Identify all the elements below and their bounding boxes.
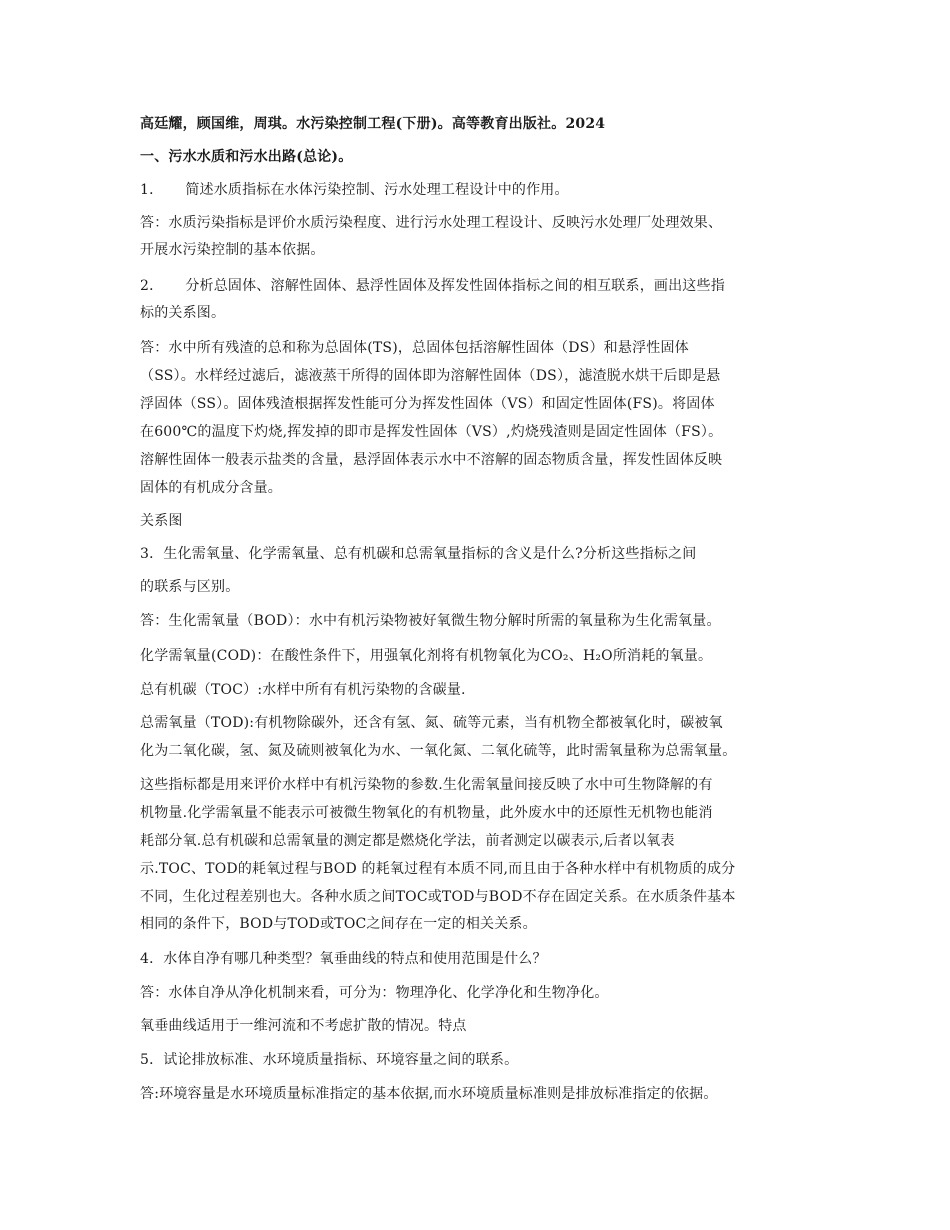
question-text: 分析总固体、溶解性固体、悬浮性固体及挥发性固体指标之间的相互联系，画出这些指: [185, 278, 725, 294]
question-3: 3．生化需氧量、化学需氧量、总有机碳和总需氧量指标的含义是什么?分析这些指标之间: [140, 546, 697, 562]
answer-line: 浮固体（SS）。固体残渣根据挥发性能可分为挥发性固体（VS）和固定性固体(FS)。将固体: [140, 396, 715, 412]
answer-line: 相同的条件下，BOD与TOD或TOC之间存在一定的相关关系。: [140, 916, 537, 932]
question-text: 简述水质指标在水体污染控制、污水处理工程设计中的作用。: [185, 182, 569, 198]
answer-line: 机物量.化学需氧量不能表示可被微生物氧化的有机物量，此外废水中的还原性无机物也能消: [140, 805, 713, 821]
answer-line: 在600℃的温度下灼烧,挥发掉的即市是挥发性固体（VS）,灼烧残渣则是固定性固体（FS）。: [140, 424, 723, 440]
question-2: [140, 278, 725, 294]
section-heading: 一、污水水质和污水出路(总论)。: [140, 149, 353, 165]
answer-line: 示.TOC、TOD的耗氧过程与BOD 的耗氧过程有本质不同,而且由于各种水样中有机物质的成分: [140, 861, 736, 877]
answer-line: 总需氧量（TOD):有机物除碳外，还含有氢、氮、硫等元素，当有机物全都被氧化时，碳被氧: [140, 715, 723, 731]
answer-line: 答：生化需氧量（BOD）：水中有机污染物被好氧微生物分解时所需的氧量称为生化需氧量。: [140, 613, 721, 629]
question-5: 5．试论排放标准、水环境质量指标、环境容量之间的联系。: [140, 1052, 519, 1068]
answer-line: 氧垂曲线适用于一维河流和不考虑扩散的情况。特点: [140, 1018, 467, 1034]
question-4: 4．水体自净有哪几种类型？氧垂曲线的特点和使用范围是什么？: [140, 951, 547, 967]
answer-line: 答：水中所有残渣的总和称为总固体(TS)，总固体包括溶解性固体（DS）和悬浮性固体: [140, 340, 689, 356]
answer-line: 化学需氧量(COD)：在酸性条件下，用强氧化剂将有机物氧化为CO₂、H₂O所消耗的氧量。: [140, 648, 713, 664]
figure-caption: 关系图: [140, 513, 183, 529]
answer-line: 开展水污染控制的基本依据。: [140, 242, 325, 258]
answer-line: 这些指标都是用来评价水样中有机污染物的参数.生化需氧量间接反映了水中可生物降解的有: [140, 777, 713, 793]
citation-line: 高廷耀，顾国维，周琪。水污染控制工程(下册)。高等教育出版社。2024: [140, 116, 606, 132]
answer-line: 答:环境容量是水环境质量标准指定的基本依据,而水环境质量标准则是排放标准指定的依据。: [140, 1086, 718, 1102]
answer-line: 总有机碳（TOC）:水样中所有有机污染物的含碳量.: [140, 682, 466, 698]
answer-line: 溶解性固体一般表示盐类的含量，悬浮固体表示水中不溶解的固态物质含量，挥发性固体反映: [140, 452, 723, 468]
question-number: 1．: [140, 182, 164, 198]
question-1: [140, 182, 569, 198]
answer-line: 不同，生化过程差别也大。各种水质之间TOC或TOD与BOD不存在固定关系。在水质条件基本: [140, 889, 736, 905]
answer-line: 耗部分氧.总有机碳和总需氧量的测定都是燃烧化学法，前者测定以碳表示,后者以氧表: [140, 833, 675, 849]
question-number: 2．: [140, 278, 164, 294]
answer-line: （SS）。水样经过滤后，滤液蒸干所得的固体即为溶解性固体（DS），滤渣脱水烘干后即是悬: [140, 368, 721, 384]
question-line: 的联系与区别。: [140, 579, 240, 595]
answer-line: 化为二氧化碳，氢、氮及硫则被氧化为水、一氧化氮、二氧化硫等，此时需氧量称为总需氧量。: [140, 743, 737, 759]
question-line: 标的关系图。: [140, 305, 226, 321]
answer-line: 答：水体自净从净化机制来看，可分为：物理净化、化学净化和生物净化。: [140, 985, 609, 1001]
answer-line: 答：水质污染指标是评价水质污染程度、进行污水处理工程设计、反映污水处理厂处理效果、: [140, 215, 723, 231]
answer-line: 固体的有机成分含量。: [140, 480, 282, 496]
